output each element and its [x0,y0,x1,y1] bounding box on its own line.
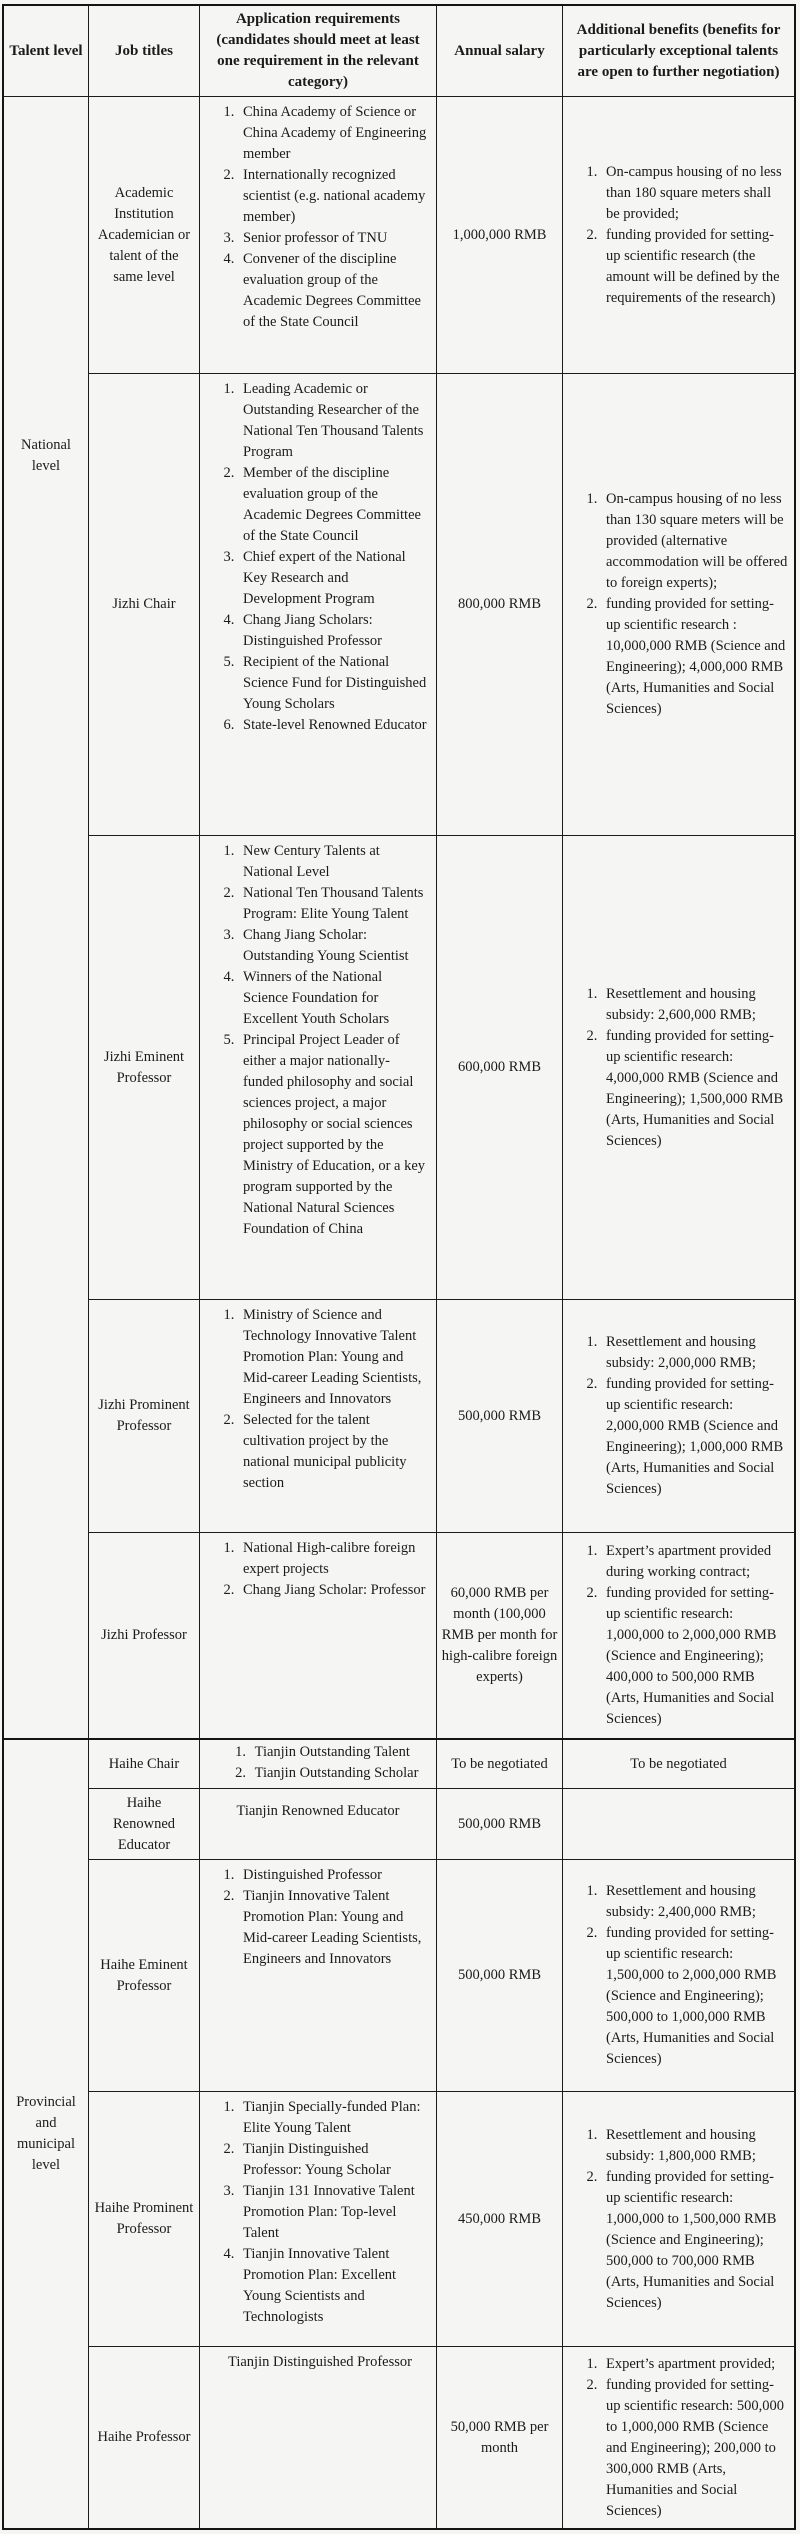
requirement-item: 6. State-level Renowned Educator [238,715,430,736]
job-title-cell [89,374,200,835]
requirement-item: 2. Tianjin Outstanding Scholar [250,1763,419,1784]
benefits-cell [563,1300,794,1532]
salary-cell [437,1740,563,1788]
benefits-list [569,162,788,309]
requirement-item: 1. Tianjin Specially-funded Plan: Elite Young Talent [238,2097,430,2139]
requirements-list [206,1305,430,1494]
requirements-cell [200,2092,437,2346]
requirement-item: 2. Internationally recognized scientist (e.g. national academy member) [238,165,430,228]
requirement-item: 3. Tianjin 131 Innovative Talent Promotion Plan: Top-level Talent [238,2181,430,2244]
salary-cell [437,2347,563,2528]
requirements-cell [200,1740,437,1788]
benefits-cell-empty [563,1789,794,1859]
job-title-cell [89,1789,200,1859]
job-title: Jizhi Prominent Professor [98,1397,190,1434]
job-title-cell [89,97,200,373]
provincial-rows [89,1740,794,2528]
benefit-item: 2. funding provided for setting-up scientific research: 2,000,000 RMB (Science and Engineering); 1,000,000 RMB (Arts, Humanities and Social Sciences) [601,1374,788,1500]
benefits-list [569,489,788,720]
benefits-text: To be negotiated [630,1755,727,1772]
table-row-academician [89,97,794,374]
benefit-item: 1. On-campus housing of no less than 130 square meters will be provided (alternative accommodation will be offered to foreign experts); [601,489,788,594]
salary-value: 800,000 RMB [458,596,541,612]
benefits-cell [563,1860,794,2091]
job-title-cell [89,1533,200,1738]
salary-cell [437,1300,563,1532]
benefit-item: 2. funding provided for setting-up scientific research: 1,000,000 to 1,500,000 RMB (Science and Engineering); 500,000 to 700,000 RMB (Arts, Humanities and Social Sciences) [601,2167,788,2314]
requirement-text: Tianjin Renowned Educator [236,1803,400,1819]
benefit-item: 2. funding provided for setting-up scientific research: 1,500,000 to 2,000,000 RMB (Science and Engineering); 500,000 to 1,000,000 RMB (Arts, Humanities and Social Sciences) [601,1923,788,2070]
salary-cell [437,836,563,1299]
section-national-level [4,97,794,1740]
header-cell-job-titles: Job titles [89,6,200,96]
benefit-item: 2. funding provided for setting-up scientific research (the amount will be defined by the requirements of the research) [601,225,788,309]
table-header-row [4,6,794,97]
requirements-list [206,102,430,333]
talent-recruitment-table [2,4,796,2530]
salary-value: To be negotiated [451,1755,548,1772]
requirement-item: 1. China Academy of Science or China Academy of Engineering member [238,102,430,165]
table-row-jizhi-professor [89,1533,794,1738]
requirement-item: 1. National High-calibre foreign expert projects [238,1538,430,1580]
table-row-haihe-eminent-professor [89,1860,794,2092]
requirement-item: 5. Principal Project Leader of either a major nationally-funded philosophy and social sciences project, a major philosophy or social sciences project supported by the Ministry of Education, or a key program supported by the National Natural Sciences Foundation of China [238,1030,430,1240]
benefit-item: 1. Resettlement and housing subsidy: 2,600,000 RMB; [601,984,788,1026]
section-provincial-municipal-level [4,1740,794,2528]
salary-cell [437,1860,563,2091]
requirements-cell [200,1300,437,1532]
benefits-cell [563,1740,794,1788]
requirements-list [206,841,430,1240]
salary-value: 50,000 RMB per month [450,2418,549,2456]
requirement-item: 2. Tianjin Innovative Talent Promotion Plan: Young and Mid-career Leading Scientists, Engineers and Innovators [238,1886,430,1970]
benefits-list [569,1541,788,1730]
table-row-haihe-renowned-educator [89,1789,794,1860]
benefits-cell [563,374,794,835]
salary-value: 500,000 RMB [458,1815,541,1832]
job-title-cell [89,1860,200,2091]
requirements-cell [200,836,437,1299]
requirement-item: 1. Leading Academic or Outstanding Researcher of the National Ten Thousand Talents Program [238,379,430,463]
salary-value: 60,000 RMB per month (100,000 RMB per month for high-calibre foreign experts) [441,1585,558,1685]
requirement-item: 2. Member of the discipline evaluation group of the Academic Degrees Committee of the State Council [238,463,430,547]
job-title: Haihe Professor [97,2429,191,2445]
benefit-item: 1. On-campus housing of no less than 180 square meters shall be provided; [601,162,788,225]
salary-cell [437,374,563,835]
requirement-item: 1. Tianjin Outstanding Talent [250,1742,419,1763]
job-title: Jizhi Chair [112,596,176,612]
requirements-cell [200,1533,437,1738]
job-title: Academic Institution Academician or talent of the same level [97,184,191,285]
requirement-item: 3. Chief expert of the National Key Research and Development Program [238,547,430,610]
level-cell-national: National level [4,97,89,1738]
benefits-cell [563,1533,794,1738]
requirement-item: 4. Chang Jiang Scholars: Distinguished Professor [238,610,430,652]
requirements-list [218,1742,419,1784]
table-row-jizhi-eminent-professor [89,836,794,1300]
salary-value: 600,000 RMB [458,1059,541,1075]
benefits-cell [563,97,794,373]
requirement-item: 2. Chang Jiang Scholar: Professor [238,1580,430,1601]
benefit-item: 2. funding provided for setting-up scientific research: 4,000,000 RMB (Science and Engineering); 1,500,000 RMB (Arts, Humanities and Social Sciences) [601,1026,788,1152]
job-title: Jizhi Eminent Professor [103,1048,185,1086]
table-row-haihe-professor [89,2347,794,2528]
requirement-item: 2. Selected for the talent cultivation project by the national municipal publicity section [238,1410,430,1494]
requirement-item: 4. Convener of the discipline evaluation group of the Academic Degrees Committee of the State Council [238,249,430,333]
requirement-item: 2. National Ten Thousand Talents Program: Elite Young Talent [238,883,430,925]
salary-cell [437,1789,563,1859]
job-title-cell [89,2092,200,2346]
header-cell-talent-level: Talent level [4,6,89,96]
requirement-item: 1. New Century Talents at National Level [238,841,430,883]
salary-value: 450,000 RMB [458,2210,541,2227]
salary-cell [437,2092,563,2346]
header-cell-application-requirements: Application requirements (candidates should meet at least one requirement in the relevant category) [200,6,437,96]
requirements-cell [200,1860,437,2091]
benefit-item: 1. Expert’s apartment provided; [601,2354,788,2375]
salary-cell [437,97,563,373]
benefits-list [569,2354,788,2522]
table-row-jizhi-prominent-professor [89,1300,794,1533]
job-title: Haihe Chair [108,1755,180,1772]
requirement-item: 4. Winners of the National Science Foundation for Excellent Youth Scholars [238,967,430,1030]
salary-value: 1,000,000 RMB [452,226,547,243]
benefits-list [569,2125,788,2314]
benefit-item: 1. Resettlement and housing subsidy: 2,000,000 RMB; [601,1332,788,1374]
benefit-item: 2. funding provided for setting-up scientific research : 10,000,000 RMB (Science and Engineering); 4,000,000 RMB (Arts, Humanities and Social Sciences) [601,594,788,720]
job-title-cell [89,2347,200,2528]
job-title-cell [89,1740,200,1788]
job-title: Haihe Prominent Professor [94,2200,194,2237]
requirements-list [206,2097,430,2328]
requirements-cell [200,97,437,373]
requirements-list [206,1538,430,1601]
benefit-item: 2. funding provided for setting-up scientific research: 500,000 to 1,000,000 RMB (Science and Engineering); 200,000 to 300,000 RMB (Arts, Humanities and Social Sciences) [601,2375,788,2522]
salary-value: 500,000 RMB [458,1967,541,1983]
requirement-text: Tianjin Distinguished Professor [228,2354,412,2370]
job-title-cell [89,836,200,1299]
requirement-item: 3. Senior professor of TNU [238,228,430,249]
table-row-haihe-prominent-professor [89,2092,794,2347]
table-row-haihe-chair [89,1740,794,1789]
benefits-cell [563,2347,794,2528]
level-cell-provincial: Provincial and municipal level [4,1740,89,2528]
requirement-item: 2. Tianjin Distinguished Professor: Young Scholar [238,2139,430,2181]
requirement-item: 1. Ministry of Science and Technology Innovative Talent Promotion Plan: Young and Mid-career Leading Scientists, Engineers and Innovators [238,1305,430,1410]
requirements-cell [200,1789,437,1859]
benefit-item: 1. Expert’s apartment provided during working contract; [601,1541,788,1583]
requirements-list [206,379,430,736]
benefits-list [569,984,788,1152]
benefits-list [569,1881,788,2070]
requirements-list [206,1865,430,1970]
job-title-cell [89,1300,200,1532]
benefits-cell [563,836,794,1299]
requirement-item: 3. Chang Jiang Scholar: Outstanding Young Scientist [238,925,430,967]
benefits-cell [563,2092,794,2346]
salary-value: 500,000 RMB [458,1407,541,1424]
table-row-jizhi-chair [89,374,794,836]
requirement-item: 4. Tianjin Innovative Talent Promotion Plan: Excellent Young Scientists and Technologists [238,2244,430,2328]
benefit-item: 1. Resettlement and housing subsidy: 2,400,000 RMB; [601,1881,788,1923]
benefit-item: 1. Resettlement and housing subsidy: 1,800,000 RMB; [601,2125,788,2167]
header-cell-additional-benefits: Additional benefits (benefits for particularly exceptional talents are open to further negotiation) [576,21,781,80]
requirement-item: 1. Distinguished Professor [238,1865,430,1886]
job-title: Haihe Eminent Professor [100,1956,188,1994]
requirements-cell [200,374,437,835]
requirements-cell [200,2347,437,2528]
job-title: Jizhi Professor [101,1627,187,1643]
national-rows [89,97,794,1738]
header-cell-annual-salary: Annual salary [437,6,563,96]
job-title: Haihe Renowned Educator [112,1794,175,1853]
salary-cell [437,1533,563,1738]
benefits-list [569,1332,788,1500]
benefit-item: 2. funding provided for setting-up scientific research: 1,000,000 to 2,000,000 RMB (Science and Engineering); 400,000 to 500,000 RMB (Arts, Humanities and Social Sciences) [601,1583,788,1730]
requirement-item: 5. Recipient of the National Science Fund for Distinguished Young Scholars [238,652,430,715]
